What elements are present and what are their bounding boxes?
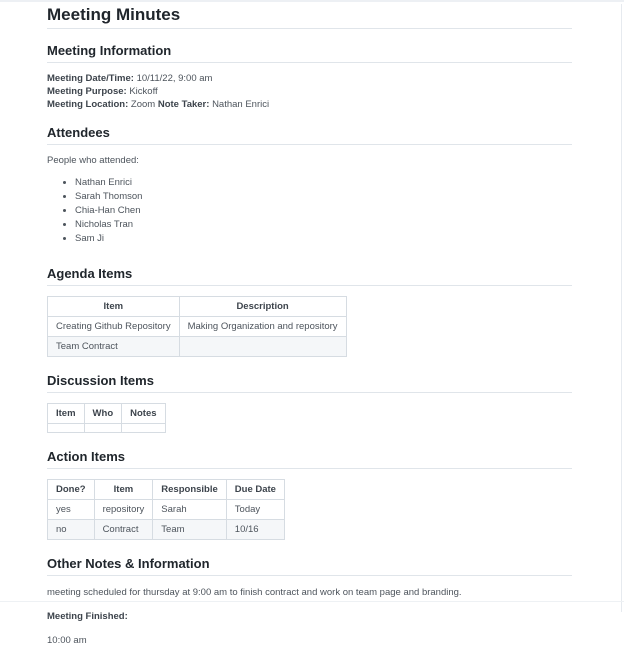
other-notes-text: meeting scheduled for thursday at 9:00 am to finish contract and work on team page and branding. bbox=[47, 587, 462, 598]
table-header-row bbox=[48, 297, 347, 317]
section-heading-discussion-items: Discussion Items bbox=[47, 373, 572, 393]
column-header: Due Date bbox=[226, 480, 284, 500]
meeting-finished-label bbox=[47, 611, 572, 623]
table-cell: 10/16 bbox=[226, 520, 284, 540]
table-cell: yes bbox=[48, 500, 95, 520]
meeting-finished-label-text: Meeting Finished: bbox=[47, 611, 128, 622]
table-cell: Team bbox=[153, 520, 227, 540]
document-content bbox=[47, 2, 572, 647]
info-line-location-notetaker bbox=[47, 99, 572, 111]
table-row bbox=[48, 337, 347, 357]
table-cell: no bbox=[48, 520, 95, 540]
attendees-intro: People who attended: bbox=[47, 155, 139, 166]
page-bottom-border bbox=[0, 601, 624, 602]
section-heading-agenda-items: Agenda Items bbox=[47, 266, 572, 286]
table-cell: repository bbox=[94, 500, 153, 520]
column-header: Who bbox=[84, 404, 122, 424]
field-label-location: Meeting Location: bbox=[47, 99, 129, 110]
attendee-item: • Sam Ji bbox=[75, 232, 572, 246]
page-right-border bbox=[621, 4, 622, 612]
field-value-date-time: 10/11/22, 9:00 am bbox=[136, 73, 213, 84]
field-value-location: Zoom bbox=[130, 99, 156, 110]
table-cell: Contract bbox=[94, 520, 153, 540]
column-header: Item bbox=[48, 297, 180, 317]
attendee-item: • Sarah Thomson bbox=[75, 190, 572, 204]
info-line-date-time bbox=[47, 73, 572, 85]
discussion-table bbox=[47, 403, 166, 433]
action-items-table bbox=[47, 479, 285, 540]
column-header: Item bbox=[94, 480, 153, 500]
table-cell: Creating Github Repository bbox=[48, 317, 180, 337]
column-header: Notes bbox=[122, 404, 165, 424]
table-row bbox=[48, 317, 347, 337]
table-cell bbox=[84, 424, 122, 433]
attendee-list bbox=[47, 176, 572, 246]
section-heading-meeting-information: Meeting Information bbox=[47, 43, 572, 63]
table-header-row bbox=[48, 480, 285, 500]
table-cell: Making Organization and repository bbox=[179, 317, 346, 337]
table-cell: Sarah bbox=[153, 500, 227, 520]
column-header: Description bbox=[179, 297, 346, 317]
field-value-purpose: Kickoff bbox=[129, 86, 158, 97]
section-heading-other-notes: Other Notes & Information bbox=[47, 556, 572, 576]
table-cell: Today bbox=[226, 500, 284, 520]
agenda-table bbox=[47, 296, 347, 357]
column-header: Responsible bbox=[153, 480, 227, 500]
table-header-row bbox=[48, 404, 166, 424]
meeting-information-block bbox=[47, 73, 572, 111]
field-label-note-taker: Note Taker: bbox=[157, 99, 210, 110]
table-cell bbox=[122, 424, 165, 433]
table-cell bbox=[179, 337, 346, 357]
info-line-purpose bbox=[47, 86, 572, 98]
attendee-item: • Nathan Enrici bbox=[75, 176, 572, 190]
table-row bbox=[48, 424, 166, 433]
table-cell bbox=[48, 424, 85, 433]
column-header: Item bbox=[48, 404, 85, 424]
section-heading-attendees: Attendees bbox=[47, 125, 572, 145]
column-header: Done? bbox=[48, 480, 95, 500]
section-heading-action-items: Action Items bbox=[47, 449, 572, 469]
table-row bbox=[48, 520, 285, 540]
attendee-item: • Nicholas Tran bbox=[75, 218, 572, 232]
field-value-note-taker: Nathan Enrici bbox=[212, 99, 270, 110]
table-cell: Team Contract bbox=[48, 337, 180, 357]
attendee-item: • Chia-Han Chen bbox=[75, 204, 572, 218]
field-label-purpose: Meeting Purpose: bbox=[47, 86, 127, 97]
table-row bbox=[48, 500, 285, 520]
page-title: Meeting Minutes bbox=[47, 5, 572, 29]
meeting-finished-time: 10:00 am bbox=[47, 635, 87, 646]
field-label-date-time: Meeting Date/Time: bbox=[47, 73, 134, 84]
